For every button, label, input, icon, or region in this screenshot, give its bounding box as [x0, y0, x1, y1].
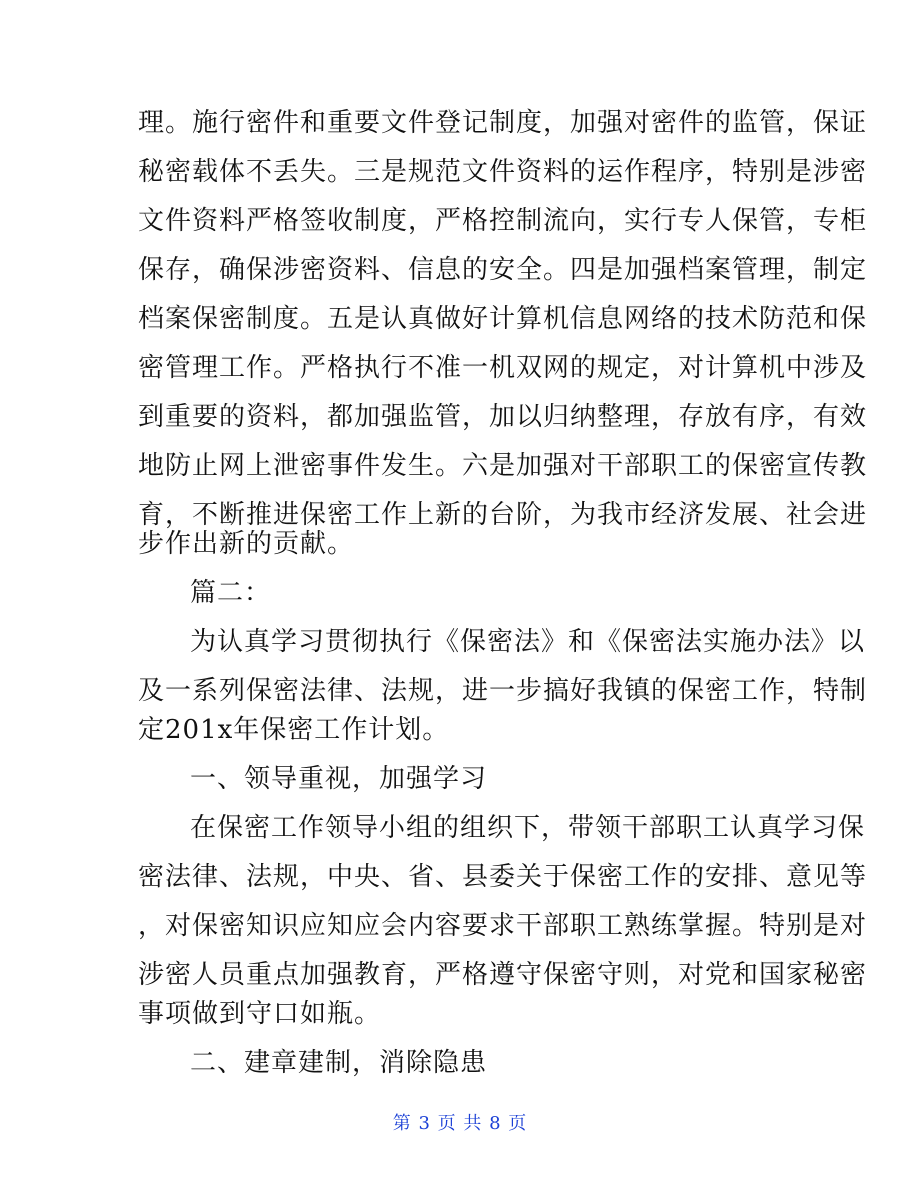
- paragraph-first-line: 在保密工作领导小组的组织下，带领干部职工认真学习保: [190, 813, 866, 843]
- body-text-line: 密管理工作。严格执行不准一机双网的规定，对计算机中涉及: [138, 353, 868, 383]
- body-text-line: 到重要的资料，都加强监管，加以归纳整理，存放有序，有效: [138, 402, 868, 432]
- body-text-line: 育，不断推进保密工作上新的台阶，为我市经济发展、社会进: [138, 500, 868, 530]
- body-text-line: 及一系列保密法律、法规，进一步搞好我镇的保密工作，特制: [138, 676, 868, 706]
- body-text-line: 理。施行密件和重要文件登记制度，加强对密件的监管，保证: [138, 108, 868, 138]
- body-text-line: 文件资料严格签收制度，严格控制流向，实行专人保管，专柜: [138, 206, 868, 236]
- body-text-line: 涉密人员重点加强教育，严格遵守保密守则，对党和国家秘密: [138, 960, 868, 990]
- section-heading: 一、领导重视，加强学习: [190, 764, 488, 794]
- paragraph-first-line: 为认真学习贯彻执行《保密法》和《保密法实施办法》以: [190, 627, 866, 657]
- body-text-line: 事项做到守口如瓶。: [138, 999, 382, 1029]
- section-heading: 篇二：: [190, 578, 272, 608]
- page-indicator: 第 3 页 共 8 页: [392, 1113, 528, 1134]
- body-text-line: 地防止网上泄密事件发生。六是加强对干部职工的保密宣传教: [138, 451, 868, 481]
- body-text-line: 保存，确保涉密资料、信息的安全。四是加强档案管理，制定: [138, 255, 868, 285]
- body-text-line: 定201x年保密工作计划。: [138, 715, 450, 745]
- body-text-line: 密法律、法规，中央、省、县委关于保密工作的安排、意见等: [138, 862, 868, 892]
- body-text-line: 步作出新的贡献。: [138, 529, 355, 559]
- section-heading: 二、建章建制，消除隐患: [190, 1048, 488, 1078]
- body-text-line: 秘密载体不丢失。三是规范文件资料的运作程序，特别是涉密: [138, 157, 868, 187]
- body-text-line: 档案保密制度。五是认真做好计算机信息网络的技术防范和保: [138, 304, 868, 334]
- body-text-line: ，对保密知识应知应会内容要求干部职工熟练掌握。特别是对: [138, 911, 868, 941]
